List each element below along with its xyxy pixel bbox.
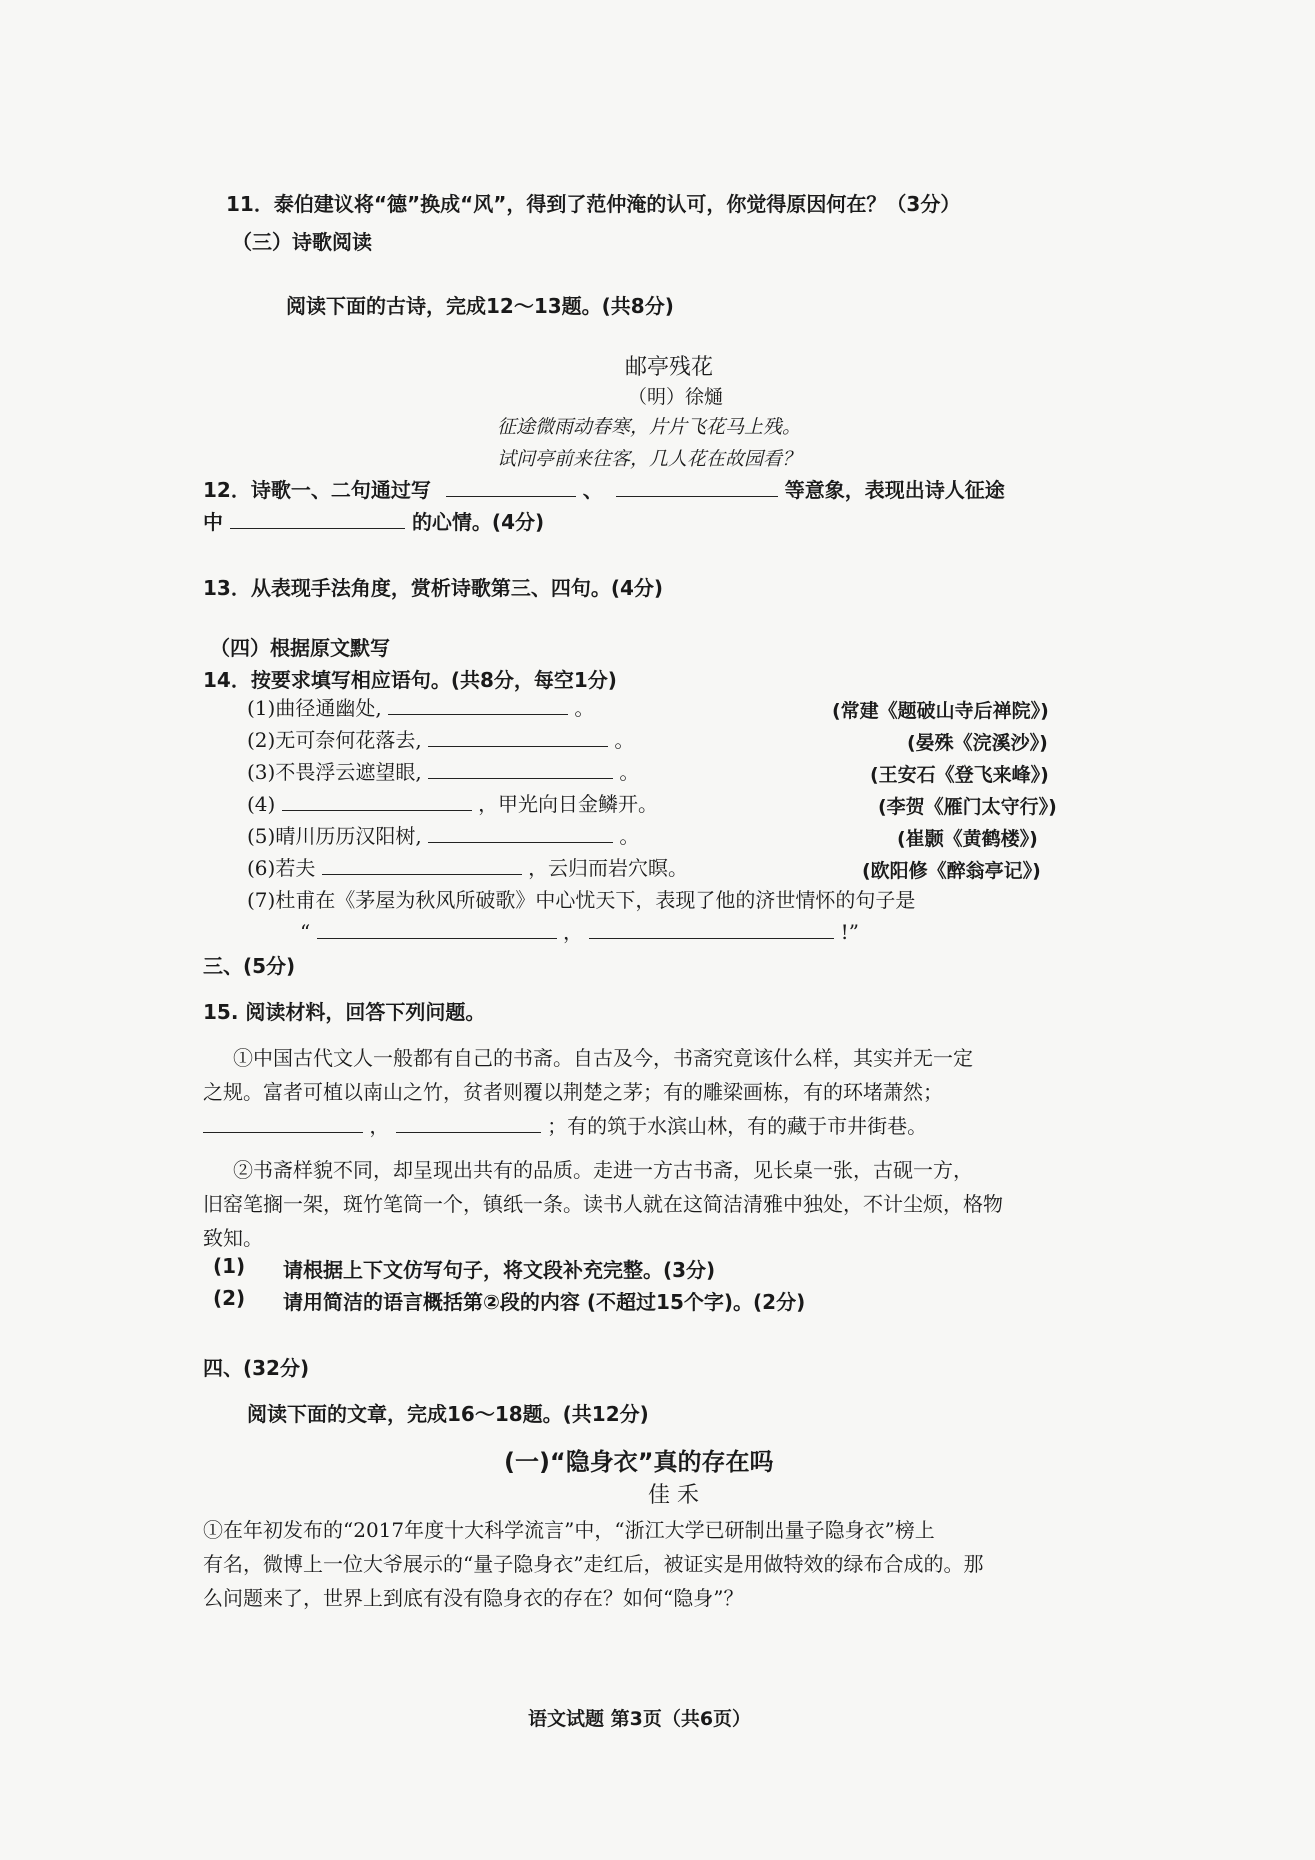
q12-blank-3[interactable] bbox=[230, 510, 405, 529]
q14-item-7-close-quote: !” bbox=[840, 920, 859, 944]
q12-text-c: 中 bbox=[203, 510, 223, 534]
q14-item-4-text: (4) bbox=[247, 792, 276, 816]
q14-item-2-text: (2)无可奈何花落去, bbox=[247, 728, 422, 752]
q14-item-7: (7)杜甫在《茅屋为秋风所破歌》中心忧天下，表现了他的济世情怀的句子是 bbox=[247, 888, 916, 912]
q14-item-6-end: ，云归而岩穴暝。 bbox=[528, 856, 689, 880]
q14-source-2: (晏殊《浣溪沙》) bbox=[907, 732, 1048, 754]
poem-title: 邮亭残花 bbox=[625, 355, 714, 380]
q14-source-4: (李贺《雁门太守行》) bbox=[878, 796, 1057, 818]
q14-blank-5[interactable] bbox=[428, 824, 613, 843]
article-author: 佳 禾 bbox=[648, 1483, 699, 1508]
q12-separator: 、 bbox=[582, 478, 603, 502]
q12-blank-2[interactable] bbox=[616, 478, 778, 497]
q15-para1-line2: 之规。富者可植以南山之竹，贫者则覆以荆楚之茅；有的雕梁画栋，有的环堵萧然； bbox=[203, 1080, 943, 1104]
q14-item-1 bbox=[247, 692, 594, 724]
q15-para2-line3: 致知。 bbox=[203, 1226, 263, 1250]
q14-item-5 bbox=[247, 820, 639, 852]
article-instructions: 阅读下面的文章，完成16～18题。(共12分) bbox=[247, 1402, 649, 1426]
q14-item-3 bbox=[247, 756, 639, 788]
question-12-line-1 bbox=[203, 474, 1005, 503]
q14-item-7-open-quote: “ bbox=[300, 920, 311, 944]
q15-para1-line1: ①中国古代文人一般都有自己的书斋。自古及今，书斋究竟该什么样，其实并无一定 bbox=[233, 1046, 973, 1070]
q14-blank-6[interactable] bbox=[322, 856, 522, 875]
poem-author: （明）徐熥 bbox=[628, 386, 724, 408]
q14-blank-2[interactable] bbox=[428, 728, 608, 747]
q14-source-6: (欧阳修《醉翁亭记》) bbox=[862, 860, 1041, 882]
question-11: 11．泰伯建议将“德”换成“风”，得到了范仲淹的认可，你觉得原因何在？（3分） bbox=[226, 192, 961, 216]
q14-source-1: (常建《题破山寺后禅院》) bbox=[832, 700, 1049, 722]
q12-text-a: 12．诗歌一、二句通过写 bbox=[203, 478, 431, 502]
q15-sub1-number: (1) bbox=[213, 1254, 246, 1278]
q14-item-2 bbox=[247, 724, 634, 756]
q15-blank-2[interactable] bbox=[396, 1114, 541, 1133]
q14-item-6-text: (6)若夫 bbox=[247, 856, 316, 880]
q14-blank-4[interactable] bbox=[282, 792, 472, 811]
q12-text-d: 的心情。(4分) bbox=[411, 510, 545, 534]
q15-sub1: 请根据上下文仿写句子，将文段补充完整。(3分) bbox=[283, 1258, 716, 1282]
q14-blank-7a[interactable] bbox=[317, 920, 557, 939]
q15-blank-1[interactable] bbox=[203, 1114, 363, 1133]
poem-line-1: 征途微雨动春寒，片片飞花马上残。 bbox=[497, 416, 802, 438]
article-line-3: 么问题来了，世界上到底有没有隐身衣的存在？如何“隐身”？ bbox=[203, 1586, 744, 1610]
q14-item-3-text: (3)不畏浮云遮望眼, bbox=[247, 760, 422, 784]
section-recitation: （四）根据原文默写 bbox=[210, 636, 390, 660]
section-poetry-reading: （三）诗歌阅读 bbox=[232, 230, 372, 254]
q14-item-1-end: 。 bbox=[574, 696, 595, 720]
poem-instructions: 阅读下面的古诗，完成12～13题。(共8分) bbox=[286, 294, 674, 318]
article-title: (一)“隐身衣”真的存在吗 bbox=[504, 1448, 774, 1476]
q15-para1-line3 bbox=[203, 1110, 927, 1142]
q15-para2-line2: 旧窑笔搁一架，斑竹笔筒一个，镇纸一条。读书人就在这简洁清雅中独处，不计尘烦，格物 bbox=[203, 1192, 1003, 1216]
q14-item-4-end: ，甲光向日金鳞开。 bbox=[478, 792, 659, 816]
q15-sub2: 请用简洁的语言概括第②段的内容 (不超过15个字)。(2分) bbox=[283, 1290, 806, 1314]
q14-item-5-end: 。 bbox=[619, 824, 640, 848]
q12-text-b: 等意象，表现出诗人征途 bbox=[784, 478, 1005, 502]
poem-line-2: 试问亭前来往客，几人花在故园看？ bbox=[497, 448, 802, 470]
q14-item-5-text: (5)晴川历历汉阳树, bbox=[247, 824, 422, 848]
part-three-heading: 三、(5分) bbox=[203, 954, 296, 978]
question-13: 13．从表现手法角度，赏析诗歌第三、四句。(4分) bbox=[203, 576, 664, 600]
q14-source-5: (崔颢《黄鹤楼》) bbox=[897, 828, 1038, 850]
article-line-2: 有名，微博上一位大爷展示的“量子隐身衣”走红后，被证实是用做特效的绿布合成的。那 bbox=[203, 1552, 984, 1576]
page-footer: 语文试题 第3页（共6页） bbox=[528, 1708, 752, 1730]
q15-sub2-number: (2) bbox=[213, 1286, 246, 1310]
article-line-1: ①在年初发布的“2017年度十大科学流言”中，“浙江大学已研制出量子隐身衣”榜上 bbox=[203, 1518, 935, 1542]
q14-blank-7b[interactable] bbox=[589, 920, 834, 939]
question-14: 14．按要求填写相应语句。(共8分，每空1分) bbox=[203, 668, 617, 692]
q12-blank-1[interactable] bbox=[446, 478, 576, 497]
q14-blank-3[interactable] bbox=[428, 760, 613, 779]
q15-comma: ， bbox=[369, 1114, 390, 1138]
q14-item-4 bbox=[247, 788, 658, 820]
q14-item-3-end: 。 bbox=[619, 760, 640, 784]
q15-para2-line1: ②书斋样貌不同，却呈现出共有的品质。走进一方古书斋，见长桌一张，古砚一方， bbox=[233, 1158, 973, 1182]
q14-source-3: (王安石《登飞来峰》) bbox=[870, 764, 1049, 786]
q14-blank-1[interactable] bbox=[388, 696, 568, 715]
question-15: 15. 阅读材料，回答下列问题。 bbox=[203, 1000, 486, 1024]
q14-item-6 bbox=[247, 852, 688, 884]
q15-para1-line3-text: ；有的筑于水滨山林，有的藏于市井街巷。 bbox=[547, 1114, 928, 1138]
q14-item-2-end: 。 bbox=[614, 728, 635, 752]
question-12-line-2 bbox=[203, 506, 544, 535]
q14-item-7-comma: ， bbox=[562, 920, 583, 944]
q14-item-1-text: (1)曲径通幽处, bbox=[247, 696, 382, 720]
q14-item-7-answer bbox=[300, 916, 859, 948]
part-four-heading: 四、(32分) bbox=[203, 1356, 310, 1380]
